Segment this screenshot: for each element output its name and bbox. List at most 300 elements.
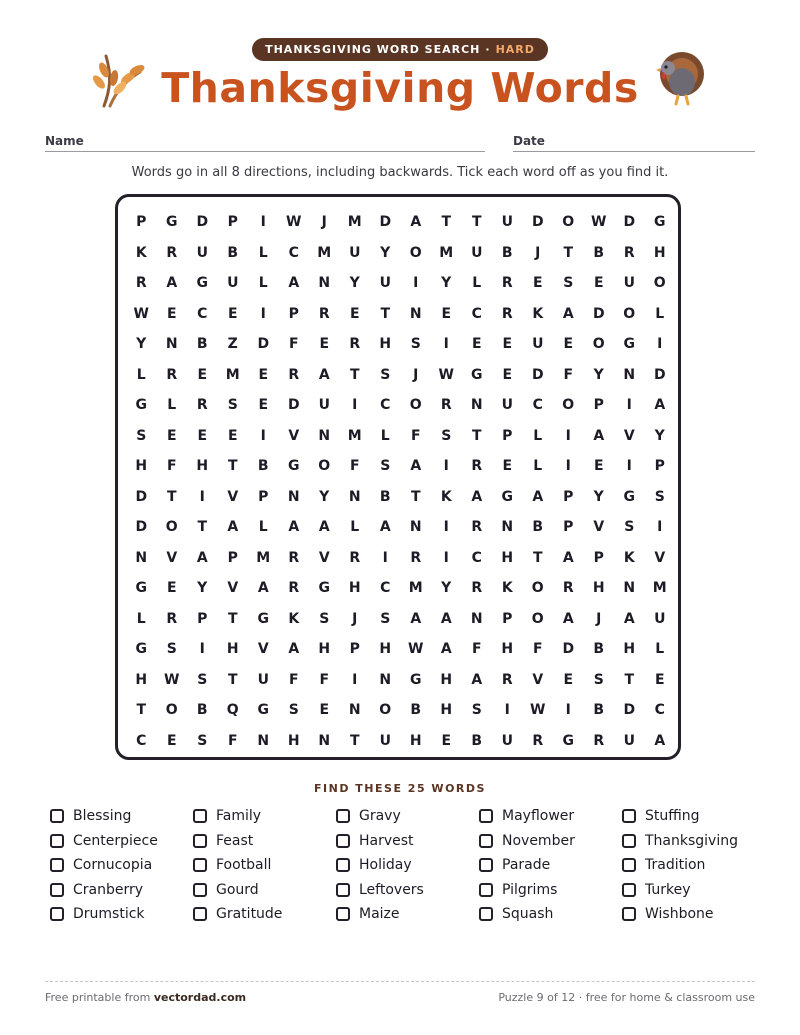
grid-cell[interactable]: I [657,336,663,353]
grid-cell[interactable]: U [654,610,666,627]
grid-cell[interactable]: E [166,732,177,749]
grid-cell[interactable]: E [532,275,543,292]
date-field[interactable] [513,151,755,152]
grid-cell[interactable]: B [593,244,605,261]
grid-cell[interactable]: M [225,366,240,383]
grid-cell[interactable]: U [501,732,513,749]
grid-cell[interactable]: Y [593,366,604,383]
grid-cell[interactable]: A [471,488,483,505]
grid-cell[interactable]: K [135,244,147,261]
grid-cell[interactable]: G [135,641,147,658]
grid-cell[interactable]: I [443,458,449,475]
word-checkbox[interactable] [336,809,350,823]
grid-cell[interactable]: L [136,610,146,627]
grid-cell[interactable]: Z [227,336,238,353]
grid-cell[interactable]: S [380,610,391,627]
grid-cell[interactable]: O [318,458,331,475]
grid-cell[interactable]: S [654,488,665,505]
grid-cell[interactable]: Y [319,488,330,505]
grid-cell[interactable]: D [531,214,544,231]
grid-cell[interactable]: P [136,214,147,231]
grid-cell[interactable]: E [166,580,177,597]
grid-cell[interactable]: S [410,336,421,353]
word-checkbox[interactable] [479,809,493,823]
grid-cell[interactable]: O [409,397,422,414]
word-checkbox[interactable] [622,834,636,848]
grid-cell[interactable]: T [136,702,147,719]
grid-cell[interactable]: H [440,671,453,688]
grid-cell[interactable]: H [287,732,300,749]
grid-cell[interactable]: O [379,702,392,719]
grid-cell[interactable]: K [501,580,513,597]
grid-cell[interactable]: R [288,580,300,597]
word-list-item[interactable] [622,804,765,829]
grid-cell[interactable]: M [439,244,454,261]
grid-cell[interactable]: I [443,519,449,536]
grid-cell[interactable]: T [227,671,238,688]
grid-cell[interactable]: H [135,671,148,688]
grid-cell[interactable]: D [623,702,636,719]
grid-cell[interactable]: U [471,244,483,261]
grid-cell[interactable]: L [258,519,268,536]
grid-cell[interactable]: A [196,549,208,566]
grid-cell[interactable]: G [410,671,422,688]
grid-cell[interactable]: P [593,549,604,566]
grid-cell[interactable]: H [409,732,422,749]
grid-cell[interactable]: A [288,275,300,292]
grid-cell[interactable]: R [471,519,483,536]
grid-cell[interactable]: A [593,427,605,444]
grid-cell[interactable]: A [562,305,574,322]
grid-cell[interactable]: N [379,671,392,688]
word-list-item[interactable] [50,853,193,878]
grid-cell[interactable]: M [652,580,667,597]
grid-cell[interactable]: Y [593,488,604,505]
grid-cell[interactable]: E [227,427,238,444]
grid-cell[interactable]: D [257,336,270,353]
grid-cell[interactable]: M [317,244,332,261]
grid-cell[interactable]: S [288,702,299,719]
word-checkbox[interactable] [479,834,493,848]
word-checkbox[interactable] [50,858,64,872]
grid-cell[interactable]: S [471,702,482,719]
grid-cell[interactable]: V [227,488,239,505]
grid-cell[interactable]: U [623,275,635,292]
grid-cell[interactable]: V [288,427,300,444]
grid-cell[interactable]: A [623,610,635,627]
grid-cell[interactable]: G [562,732,574,749]
grid-cell[interactable]: L [258,244,268,261]
grid-cell[interactable]: A [562,549,574,566]
grid-cell[interactable]: I [657,519,663,536]
grid-cell[interactable]: E [227,305,238,322]
grid-cell[interactable]: R [562,580,574,597]
grid-cell[interactable]: R [471,580,483,597]
grid-cell[interactable]: D [562,641,575,658]
word-checkbox[interactable] [193,809,207,823]
grid-cell[interactable]: I [626,458,632,475]
grid-cell[interactable]: D [135,519,148,536]
grid-cell[interactable]: G [196,275,208,292]
grid-cell[interactable]: I [413,275,419,292]
grid-cell[interactable]: D [196,214,209,231]
grid-cell[interactable]: B [501,244,513,261]
grid-cell[interactable]: H [501,641,514,658]
grid-cell[interactable]: T [441,214,452,231]
grid-cell[interactable]: O [531,580,544,597]
grid-cell[interactable]: V [166,549,178,566]
grid-cell[interactable]: D [135,488,148,505]
grid-cell[interactable]: R [410,549,422,566]
grid-cell[interactable]: C [288,244,299,261]
grid-cell[interactable]: I [565,458,571,475]
grid-cell[interactable]: P [502,610,513,627]
word-list-item[interactable] [336,829,479,854]
grid-cell[interactable]: J [413,366,419,383]
grid-cell[interactable]: S [136,427,147,444]
grid-cell[interactable]: U [349,244,361,261]
grid-cell[interactable]: R [166,366,178,383]
grid-cell[interactable]: A [288,519,300,536]
grid-cell[interactable]: U [379,732,391,749]
grid-cell[interactable]: Q [226,702,239,719]
grid-cell[interactable]: G [288,458,300,475]
grid-cell[interactable]: U [257,671,269,688]
grid-cell[interactable]: E [197,366,208,383]
grid-cell[interactable]: B [257,458,269,475]
grid-cell[interactable]: P [502,427,513,444]
grid-cell[interactable]: N [318,427,331,444]
grid-cell[interactable]: H [379,641,392,658]
grid-cell[interactable]: C [654,702,665,719]
grid-cell[interactable]: S [166,641,177,658]
grid-cell[interactable]: P [227,549,238,566]
grid-cell[interactable]: O [592,336,605,353]
grid-cell[interactable]: N [348,702,361,719]
grid-cell[interactable]: J [321,214,327,231]
grid-cell[interactable]: A [257,580,269,597]
grid-cell[interactable]: K [532,305,544,322]
grid-cell[interactable]: Y [441,275,452,292]
grid-cell[interactable]: R [135,275,147,292]
grid-cell[interactable]: H [592,580,605,597]
grid-cell[interactable]: E [593,275,604,292]
grid-cell[interactable]: U [227,275,239,292]
grid-cell[interactable]: E [441,305,452,322]
grid-cell[interactable]: E [441,732,452,749]
grid-cell[interactable]: P [563,519,574,536]
grid-cell[interactable]: H [501,549,514,566]
grid-cell[interactable]: J [352,610,358,627]
word-checkbox[interactable] [50,834,64,848]
grid-cell[interactable]: D [592,305,605,322]
grid-cell[interactable]: H [226,641,239,658]
grid-cell[interactable]: E [258,366,269,383]
grid-cell[interactable]: S [380,458,391,475]
grid-cell[interactable]: E [166,427,177,444]
grid-cell[interactable]: V [227,580,239,597]
grid-cell[interactable]: K [288,610,300,627]
grid-cell[interactable]: U [379,275,391,292]
grid-cell[interactable]: V [593,519,605,536]
grid-cell[interactable]: K [623,549,635,566]
grid-cell[interactable]: N [623,366,636,383]
word-list-item[interactable] [622,878,765,903]
grid-cell[interactable]: E [502,366,513,383]
grid-cell[interactable]: R [532,732,544,749]
grid-cell[interactable]: U [623,732,635,749]
grid-cell[interactable]: G [623,488,635,505]
grid-cell[interactable]: E [197,427,208,444]
grid-cell[interactable]: L [136,366,146,383]
word-list-item[interactable] [336,878,479,903]
grid-cell[interactable]: R [196,397,208,414]
grid-cell[interactable]: H [135,458,148,475]
grid-cell[interactable]: D [531,366,544,383]
grid-cell[interactable]: R [288,549,300,566]
grid-cell[interactable]: R [349,336,361,353]
grid-cell[interactable]: F [288,671,299,688]
word-checkbox[interactable] [479,883,493,897]
grid-cell[interactable]: T [624,671,635,688]
word-list-item[interactable] [479,829,622,854]
grid-cell[interactable]: H [440,702,453,719]
grid-cell[interactable]: T [197,519,208,536]
grid-cell[interactable]: Y [654,427,665,444]
grid-cell[interactable]: L [258,275,268,292]
grid-cell[interactable]: A [166,275,178,292]
grid-cell[interactable]: F [288,336,299,353]
grid-cell[interactable]: L [533,458,543,475]
grid-cell[interactable]: S [380,366,391,383]
grid-cell[interactable]: I [443,549,449,566]
grid-cell[interactable]: O [623,305,636,322]
grid-cell[interactable]: Y [349,275,360,292]
word-checkbox[interactable] [479,907,493,921]
grid-cell[interactable]: T [349,732,360,749]
word-checkbox[interactable] [193,883,207,897]
grid-cell[interactable]: C [471,305,482,322]
grid-cell[interactable]: A [654,732,666,749]
grid-cell[interactable]: F [410,427,421,444]
word-checkbox[interactable] [50,809,64,823]
grid-cell[interactable]: E [349,305,360,322]
word-list-item[interactable] [479,853,622,878]
grid-cell[interactable]: C [471,549,482,566]
grid-cell[interactable]: O [562,397,575,414]
grid-cell[interactable]: R [349,549,361,566]
word-checkbox[interactable] [193,907,207,921]
grid-cell[interactable]: U [501,214,513,231]
grid-cell[interactable]: O [409,244,422,261]
grid-cell[interactable]: I [199,641,205,658]
word-checkbox[interactable] [336,907,350,921]
grid-cell[interactable]: G [135,580,147,597]
grid-cell[interactable]: F [471,641,482,658]
grid-cell[interactable]: T [227,458,238,475]
grid-cell[interactable]: L [380,427,390,444]
grid-cell[interactable]: W [133,305,149,322]
grid-cell[interactable]: C [380,397,391,414]
grid-cell[interactable]: P [349,641,360,658]
grid-cell[interactable]: F [166,458,177,475]
word-list-item[interactable] [193,829,336,854]
grid-cell[interactable]: M [347,214,362,231]
word-checkbox[interactable] [479,858,493,872]
grid-cell[interactable]: N [287,488,300,505]
footer-site-link[interactable]: vectordad.com [153,991,247,1004]
grid-cell[interactable]: I [626,397,632,414]
grid-cell[interactable]: A [288,641,300,658]
grid-cell[interactable]: H [196,458,209,475]
grid-cell[interactable]: L [167,397,177,414]
grid-cell[interactable]: C [197,305,208,322]
grid-cell[interactable]: S [227,397,238,414]
grid-cell[interactable]: B [593,702,605,719]
grid-cell[interactable]: Y [136,336,147,353]
word-checkbox[interactable] [193,858,207,872]
grid-cell[interactable]: A [440,610,452,627]
grid-cell[interactable]: F [532,641,543,658]
word-list-item[interactable] [622,829,765,854]
grid-cell[interactable]: E [593,458,604,475]
word-checkbox[interactable] [622,809,636,823]
grid-cell[interactable]: T [166,488,177,505]
grid-cell[interactable]: O [165,519,178,536]
grid-cell[interactable]: T [532,549,543,566]
grid-cell[interactable]: A [440,641,452,658]
grid-cell[interactable]: I [199,488,205,505]
grid-cell[interactable]: E [319,702,330,719]
grid-cell[interactable]: L [655,641,665,658]
grid-cell[interactable]: G [257,610,269,627]
grid-cell[interactable]: N [623,580,636,597]
grid-cell[interactable]: V [654,549,666,566]
grid-cell[interactable]: D [653,366,666,383]
grid-cell[interactable]: U [532,336,544,353]
grid-cell[interactable]: U [318,397,330,414]
grid-cell[interactable]: I [565,702,571,719]
grid-cell[interactable]: O [562,214,575,231]
grid-cell[interactable]: R [593,732,605,749]
grid-cell[interactable]: B [227,244,239,261]
grid-cell[interactable]: W [286,214,302,231]
grid-cell[interactable]: L [472,275,482,292]
grid-cell[interactable]: G [654,214,666,231]
grid-cell[interactable]: G [257,702,269,719]
grid-cell[interactable]: T [227,610,238,627]
grid-cell[interactable]: E [563,671,574,688]
grid-cell[interactable]: P [227,214,238,231]
grid-cell[interactable]: B [379,488,391,505]
grid-cell[interactable]: T [563,244,574,261]
grid-cell[interactable]: C [380,580,391,597]
grid-cell[interactable]: I [352,671,358,688]
grid-cell[interactable]: D [287,397,300,414]
grid-cell[interactable]: I [565,427,571,444]
grid-cell[interactable]: W [408,641,424,658]
grid-cell[interactable]: A [318,519,330,536]
grid-cell[interactable]: I [260,427,266,444]
grid-cell[interactable]: M [256,549,271,566]
grid-cell[interactable]: V [623,427,635,444]
word-list-item[interactable] [479,804,622,829]
grid-cell[interactable]: I [443,336,449,353]
grid-cell[interactable]: E [654,671,665,688]
grid-cell[interactable]: R [501,275,513,292]
grid-cell[interactable]: A [379,519,391,536]
grid-cell[interactable]: H [379,336,392,353]
grid-cell[interactable]: A [654,397,666,414]
grid-cell[interactable]: R [501,671,513,688]
grid-cell[interactable]: D [379,214,392,231]
grid-cell[interactable]: S [441,427,452,444]
grid-cell[interactable]: N [135,549,148,566]
grid-cell[interactable]: T [410,488,421,505]
word-list-item[interactable] [336,853,479,878]
grid-cell[interactable]: P [654,458,665,475]
grid-cell[interactable]: U [196,244,208,261]
grid-cell[interactable]: J [596,610,602,627]
grid-cell[interactable]: G [166,214,178,231]
grid-cell[interactable]: N [257,732,270,749]
grid-cell[interactable]: R [166,610,178,627]
grid-cell[interactable]: S [593,671,604,688]
grid-cell[interactable]: A [562,610,574,627]
grid-cell[interactable]: G [471,366,483,383]
grid-cell[interactable]: B [471,732,483,749]
grid-cell[interactable]: A [227,519,239,536]
grid-cell[interactable]: V [257,641,269,658]
grid-cell[interactable]: T [349,366,360,383]
grid-cell[interactable]: E [502,336,513,353]
grid-cell[interactable]: H [623,641,636,658]
grid-cell[interactable]: N [470,397,483,414]
grid-cell[interactable]: I [504,702,510,719]
grid-cell[interactable]: U [501,397,513,414]
word-checkbox[interactable] [50,883,64,897]
grid-cell[interactable]: B [196,702,208,719]
word-checkbox[interactable] [622,907,636,921]
grid-cell[interactable]: O [165,702,178,719]
grid-cell[interactable]: J [535,244,541,261]
grid-cell[interactable]: Y [380,244,391,261]
grid-cell[interactable]: R [501,305,513,322]
grid-cell[interactable]: P [593,397,604,414]
name-field[interactable] [45,151,485,152]
grid-cell[interactable]: T [380,305,391,322]
grid-cell[interactable]: P [563,488,574,505]
word-list-item[interactable] [622,902,765,927]
word-checkbox[interactable] [336,858,350,872]
grid-cell[interactable]: Y [441,580,452,597]
grid-cell[interactable]: H [348,580,361,597]
grid-cell[interactable]: G [623,336,635,353]
grid-cell[interactable]: A [410,458,422,475]
grid-cell[interactable]: E [258,397,269,414]
grid-cell[interactable]: R [471,458,483,475]
grid-cell[interactable]: H [318,641,331,658]
grid-cell[interactable]: S [197,671,208,688]
grid-cell[interactable]: N [501,519,514,536]
word-checkbox[interactable] [336,883,350,897]
grid-cell[interactable]: T [471,427,482,444]
word-list-item[interactable] [336,804,479,829]
grid-cell[interactable]: E [563,336,574,353]
word-list-item[interactable] [50,804,193,829]
grid-cell[interactable]: R [440,397,452,414]
grid-cell[interactable]: Y [197,580,208,597]
